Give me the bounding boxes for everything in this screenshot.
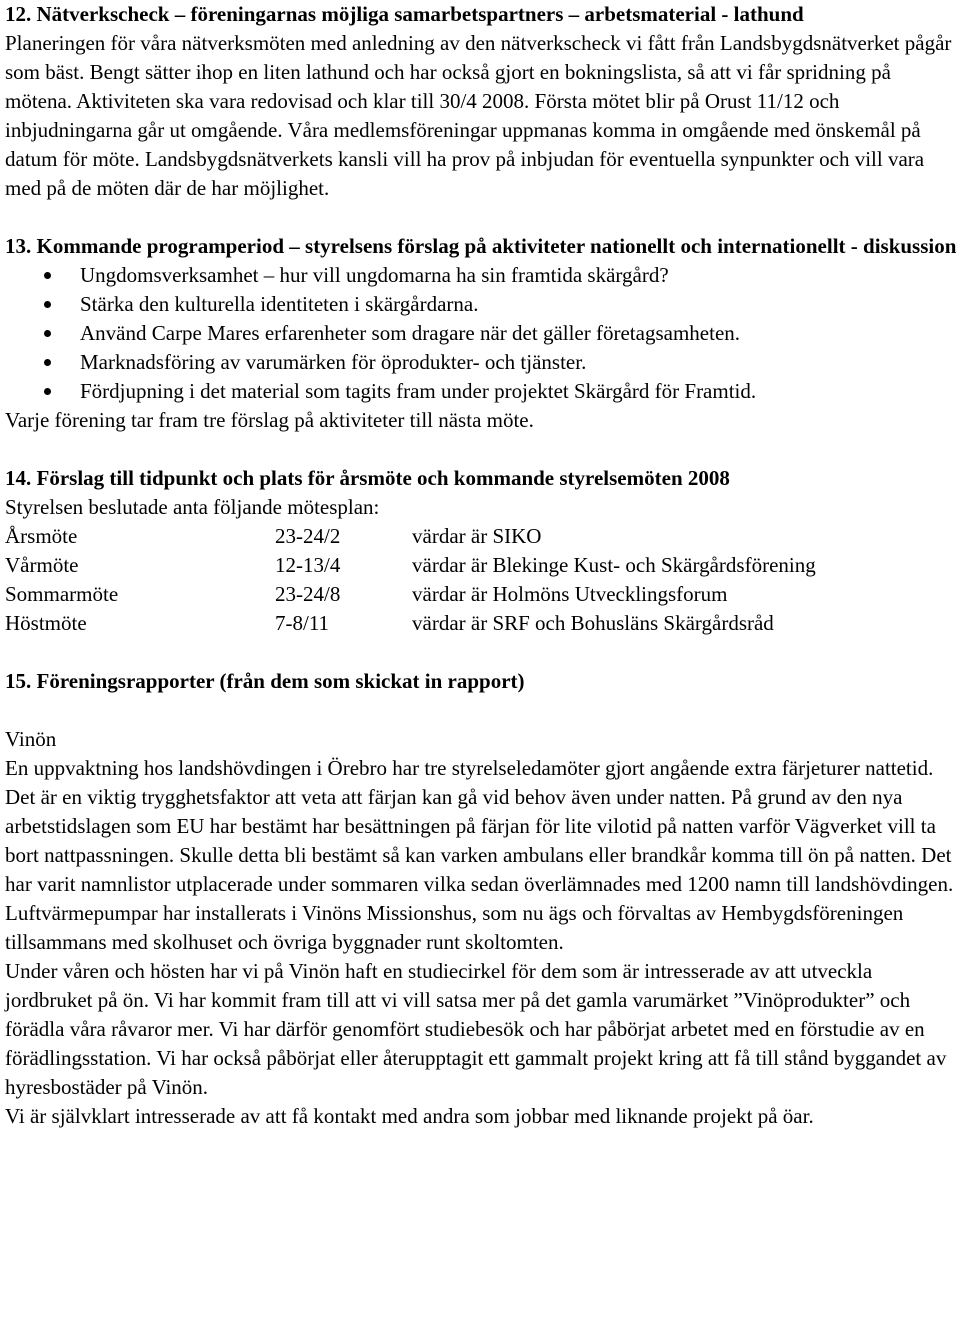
section-15-subheading: Vinön bbox=[5, 727, 57, 751]
meeting-name: Höstmöte bbox=[5, 611, 87, 635]
section-15-heading: 15. Föreningsrapporter (från dem som skickat in rapport) bbox=[5, 669, 525, 693]
list-item: Stärka den kulturella identiteten i skärgårdarna. bbox=[5, 290, 957, 319]
bullet-icon bbox=[44, 301, 51, 308]
section-13-heading: 13. Kommande programperiod – styrelsens förslag på aktiviteter nationellt och internationellt - diskussion bbox=[5, 234, 957, 258]
bullet-icon bbox=[44, 388, 51, 395]
spacer bbox=[5, 638, 957, 667]
section-12-heading: 12. Nätverkscheck – föreningarnas möjliga samarbetspartners – arbetsmaterial - lathund bbox=[5, 2, 804, 26]
report-paragraph: En uppvaktning hos landshövdingen i Örebro har tre styrelseledamöter gjort angående extra färjeturer nattetid. Det är en viktig trygghetsfaktor att veta att färjan kan gå vid behov även under natten. På grund av den nya arbetstidslagen som EU har bestämt har besättningen på färjan för lite vilotid på natten varför Vägverket vill ta bort nattpassningen. Skulle detta bli bestämt så kan varken ambulans eller brandkår komma till ön på natten. Det har varit namnlistor utplacerade under sommaren vilka sedan överlämnades med 1200 namn till landshövdingen. bbox=[5, 756, 954, 896]
meeting-date: 23-24/8 bbox=[275, 582, 341, 606]
meeting-host: värdar är Blekinge Kust- och Skärgårdsförening bbox=[412, 553, 816, 577]
section-13-bullet-list bbox=[5, 261, 957, 406]
section-13-closing: Varje förening tar fram tre förslag på aktiviteter till nästa möte. bbox=[5, 408, 534, 432]
meeting-host: värdar är Holmöns Utvecklingsforum bbox=[412, 582, 728, 606]
meeting-name: Sommarmöte bbox=[5, 582, 119, 606]
document-page bbox=[5, 0, 957, 1131]
bullet-icon bbox=[44, 272, 51, 279]
section-12-body: Planeringen för våra nätverksmöten med anledning av den nätverkscheck vi fått från Landsbygdsnätverket pågår som bäst. Bengt sätter ihop en liten lathund och har också gjort en bokningslista, så att vi får spridning på mötena. Aktiviteten ska vara redovisad och klar till 30/4 2008. Första mötet blir på Orust 11/12 och inbjudningarna går ut omgående. Våra medlemsföreningar uppmanas komma in omgående med önskemål på datum för möte. Landsbygdsnätverkets kansli vill ha prov på inbjudan för eventuella synpunkter och vill vara med på de möten där de har möjlighet. bbox=[5, 31, 952, 200]
meeting-schedule bbox=[5, 522, 957, 638]
section-14-intro: Styrelsen beslutade anta följande mötesplan: bbox=[5, 495, 380, 519]
schedule-row bbox=[5, 551, 957, 580]
list-item: Fördjupning i det material som tagits fram under projektet Skärgård för Framtid. bbox=[5, 377, 957, 406]
bullet-icon bbox=[44, 330, 51, 337]
section-13 bbox=[5, 232, 957, 435]
list-item: Använd Carpe Mares erfarenheter som dragare när det gäller företagsamheten. bbox=[5, 319, 957, 348]
report-paragraph: Under våren och hösten har vi på Vinön haft en studiecirkel för dem som är intresserade av att utveckla jordbruket på ön. Vi har kommit fram till att vi vill satsa mer på det gamla varumärket ”Vinöprodukter” och förädla våra råvaror mer. Vi har därför genomfört studiebesök och har påbörjat arbetet med en förstudie av en förädlingsstation. Vi har också påbörjat eller återupptagit ett gammalt projekt kring att få till stånd byggandet av hyresbostäder på Vinön. bbox=[5, 959, 947, 1099]
section-15 bbox=[5, 667, 957, 1131]
schedule-row bbox=[5, 522, 957, 551]
bullet-icon bbox=[44, 359, 51, 366]
meeting-date: 23-24/2 bbox=[275, 524, 341, 548]
meeting-host: värdar är SIKO bbox=[412, 524, 542, 548]
list-item: Ungdomsverksamhet – hur vill ungdomarna ha sin framtida skärgård? bbox=[5, 261, 957, 290]
report-paragraph: Vi är självklart intresserade av att få kontakt med andra som jobbar med liknande projekt på öar. bbox=[5, 1104, 814, 1128]
section-14 bbox=[5, 464, 957, 638]
section-12 bbox=[5, 0, 957, 203]
meeting-date: 12-13/4 bbox=[275, 553, 341, 577]
section-14-heading: 14. Förslag till tidpunkt och plats för årsmöte och kommande styrelsemöten 2008 bbox=[5, 466, 730, 490]
spacer bbox=[5, 696, 957, 725]
schedule-row bbox=[5, 609, 957, 638]
meeting-date: 7-8/11 bbox=[275, 611, 330, 635]
meeting-name: Årsmöte bbox=[5, 524, 78, 548]
list-item: Marknadsföring av varumärken för öprodukter- och tjänster. bbox=[5, 348, 957, 377]
spacer bbox=[5, 435, 957, 464]
spacer bbox=[5, 203, 957, 232]
report-paragraph: Luftvärmepumpar har installerats i Vinöns Missionshus, som nu ägs och förvaltas av Hembygdsföreningen tillsammans med skolhuset och övriga byggnader runt skoltomten. bbox=[5, 901, 904, 954]
meeting-host: värdar är SRF och Bohusläns Skärgårdsråd bbox=[412, 611, 774, 635]
schedule-row bbox=[5, 580, 957, 609]
meeting-name: Vårmöte bbox=[5, 553, 79, 577]
